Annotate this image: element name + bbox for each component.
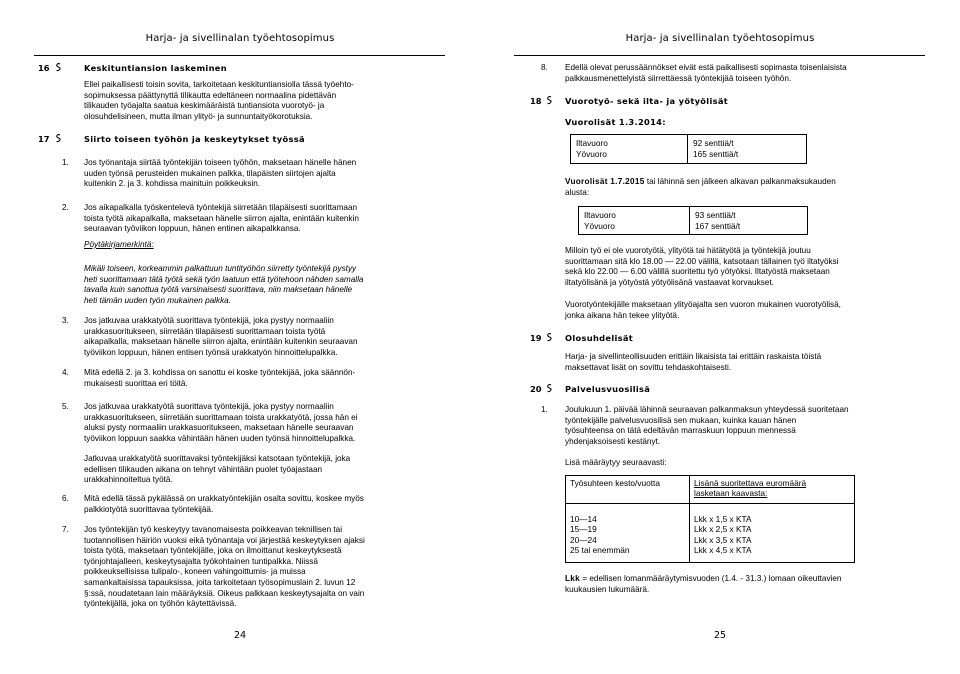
text-line: urakkasuoritukseen, siirretään suorittamaan toista urakkatyötä, jossa hän ei: [84, 412, 358, 422]
table-header-cell: [690, 476, 855, 504]
item-5-text: [84, 402, 358, 444]
protocol-label: Pöytäkirjamerkintä:: [84, 240, 154, 249]
table-row: [566, 504, 855, 563]
section-sign-icon: [546, 333, 553, 342]
section-number: 16: [38, 63, 50, 73]
section-title: Olosuhdelisät: [565, 333, 634, 343]
section-sign-icon: [546, 96, 553, 105]
page-header: Harja- ja sivellinalan työehtosopimus: [145, 33, 335, 44]
text-line: tuotannollisen häiriön vuoksi eikä työnantaja voi järjestää keskeytyksen ajaksi: [84, 535, 365, 545]
text-line: palkkausmenettelyistä siirrettäessä työntekijää toiseen työhön.: [565, 73, 792, 83]
item-6-text: [84, 494, 364, 515]
text-line: kuukausien lukumäärä.: [565, 584, 650, 594]
text-line: urakkahinnoiteltua työtä.: [84, 475, 173, 485]
text-line: suorittamaan sitä klo 18.00 — 22.00 välillä, katsotaan tällainen työ iltatyöksi: [565, 256, 839, 266]
text-line: Mitä edellä tässä pykälässä on urakkatyöntekijän osalta sovittu, koskee myös: [84, 494, 364, 503]
text-line: Jos aikapalkalla työskentelevä työntekijä siirretään tilapäisesti suorittamaan: [84, 203, 358, 212]
text-line: heti tämän uuden työn mukainen palkka.: [84, 295, 232, 305]
text-line: mukaisesti suorittaa eri töitä.: [84, 378, 188, 388]
section-number: 18: [530, 96, 542, 106]
text-line: Mikäli toiseen, korkeammin palkattuun tuntityöhön siirretty työntekijä pystyy: [84, 264, 357, 273]
section-number: 19: [530, 333, 542, 343]
item-4-text: [84, 368, 355, 389]
text-line: toista työtä, maksetaan työntekijälle, joka on ilmoittanut keskeytyksestä: [84, 546, 342, 556]
lkk-definition: [565, 574, 841, 595]
shift-allowance-table-2015: [578, 206, 808, 235]
page-number: 24: [233, 630, 247, 641]
bold-span: Vuorolisät 1.7.2015: [565, 177, 645, 186]
header-rule: [514, 55, 925, 56]
header-text: Työsuhteen kesto/vuotta: [570, 478, 660, 488]
text-line: jonka aikana hän tekee ylityötä.: [565, 310, 680, 320]
text-line: työntekijällä, joka on työhön käytettävissä.: [84, 599, 237, 609]
section-sign-icon: [55, 134, 62, 143]
text-line: työsuhteensa on tätä edeltävän marraskuun loppuun mennessä: [565, 426, 796, 436]
formula-value: Lkk x 3,5 x KTA: [694, 534, 752, 545]
text-line: tavalla kuin sanottua työtä varsinaisesti suorittava, niin maksetaan hänelle: [84, 285, 353, 295]
table-cell: [566, 504, 690, 563]
text-line: alusta:: [565, 187, 590, 197]
table-header-cell: [566, 476, 690, 504]
text-line: työviikon loppuun, hänen entisen työnsä urakkatyön hinnoittelupalkka.: [84, 347, 338, 357]
table-cell: 92 senttiä/t: [693, 138, 734, 148]
item-number: 7.: [62, 525, 69, 534]
lisa-intro: Lisä määräytyy seuraavasti:: [565, 458, 667, 467]
item-5-text-b: [84, 454, 350, 486]
bold-span: Lkk: [565, 574, 581, 583]
text-line: Jos työntekijän työ keskeytyy tavanomaisesta poikkeavan teknillisen tai: [84, 525, 343, 534]
table-cell: 167 senttiä/t: [695, 221, 741, 231]
text-line: heti suorittamaan tätä työtä sekä työn laatuun että työtehoon nähden samalla: [84, 274, 364, 284]
shift-allowance-label: Vuorolisät 1.3.2014:: [565, 117, 666, 127]
text-line: §:ssä, noudatetaan lain määräyksiä. Oikeus palkkaan keskeytysajalta on vain: [84, 588, 365, 598]
item-number: 5.: [62, 402, 69, 411]
table-header-row: [566, 476, 855, 504]
header-text: lasketaan kaavasta:: [694, 488, 768, 499]
text-span: = edellisen lomanmääräytymisvuoden (1.4. - 31.3.) lomaan oikeuttavien: [580, 574, 842, 583]
table-cell: 93 senttiä/t: [695, 210, 736, 220]
text-line: Ellei paikallisesti toisin sovita, tarkoitetaan keskituntiansiolla tässä työehto-: [84, 80, 354, 89]
table-cell: [690, 504, 855, 563]
text-line: Joulukuun 1. päivää lähinnä seuraavan palkanmaksun yhteydessä suoritetaan: [565, 405, 849, 414]
text-line: samankaltaisissa tapauksissa, joita tarkoitetaan työsopimuslain 2. luvun 12: [84, 577, 356, 587]
text-line: [565, 177, 836, 188]
item-number: 4.: [62, 368, 69, 377]
section-sign-icon: [55, 63, 62, 72]
text-line: maksettavat lisät on sovittu tehdaskohtaisesti.: [565, 362, 732, 372]
formula-value: Lkk x 1,5 x KTA: [694, 514, 752, 524]
text-line: Jos jatkuvaa urakkatyötä suorittava työntekijä, joka pystyy normaaliin: [84, 402, 334, 411]
header-text: Lisänä suoritettava euromäärä: [694, 478, 807, 488]
section-number: 20: [530, 384, 542, 394]
table-cell: 165 senttiä/t: [693, 149, 739, 159]
section-title: Palvelusvuosilisä: [565, 384, 651, 394]
text-line: sopimuksessa päättynyttä tilikautta edeltäneen normaalina pidettävän: [84, 90, 337, 100]
header-rule: [34, 55, 445, 56]
text-line: työviikon loppuun saakka vähintään hänen uuden työnsä hinnoittelupalkka.: [84, 433, 356, 443]
text-line: Jos jatkuvaa urakkatyötä suorittava työntekijä, joka pystyy normaaliin: [84, 316, 334, 325]
table-divider: [687, 135, 688, 163]
text-line: työnjohtajalleen, keskeytysajalta työkohtainen tuntipalkka. Niissä: [84, 556, 318, 566]
section-number: 17: [38, 134, 50, 144]
text-line: toista työtä aikapalkalla, maksetaan hänelle siirron ajalta, enintään kuitenkin: [84, 213, 359, 223]
item-8-text: [565, 63, 847, 84]
text-line: urakkasuoritukseen, siirretään tilapäisesti suorittamaan toista työtä: [84, 326, 326, 336]
years-value: 10—14: [570, 514, 597, 524]
page-number: 25: [713, 630, 727, 641]
text-line: [565, 574, 841, 585]
section-16-text: [84, 80, 354, 122]
text-line: kuitenkin 2. ja 3. kohdissa mainituin poikkeuksin.: [84, 179, 261, 189]
right-page: [480, 0, 960, 674]
item-number: 1.: [541, 405, 548, 414]
protocol-note: [84, 264, 363, 306]
text-line: seuraavan työviikon loppuun, hänen entinen aikapalkkansa.: [84, 224, 301, 234]
text-span: tai lähinnä sen jälkeen alkavan palkanmaksukauden: [644, 177, 836, 186]
section-title: Vuorotyö- sekä ilta- ja yötyölisät: [565, 96, 728, 106]
table-cell: Yövuoro: [576, 149, 607, 159]
item-number: 1.: [62, 158, 69, 167]
years-value: 20—24: [570, 534, 597, 545]
text-line: tilikauden työajalta saatua keskimääräistä tuntiansiota vuorotyö- ja: [84, 101, 325, 111]
item-1-text: [84, 158, 356, 190]
text-line: olosuhdelisineen, mutta ilman ylityö- ja sunnuntaityökorotuksia.: [84, 111, 313, 121]
text-line: yhdenjaksoisesti kestänyt.: [565, 436, 661, 446]
text-line: edellisen tilikauden aikana on tehnyt vähintään puolet työajastaan: [84, 464, 323, 474]
page-header: Harja- ja sivellinalan työehtosopimus: [625, 33, 815, 44]
years-value: 15—19: [570, 524, 597, 535]
text-line: aluksi pysty normaaliin urakkasuoritukseen, maksetaan hänelle seuraavan: [84, 423, 354, 433]
table-cell: Iltavuoro: [584, 210, 616, 220]
item-3-text: [84, 316, 358, 358]
section-19-text: [565, 352, 821, 373]
text-line: Jos työnantaja siirtää työntekijän toiseen työhön, maksetaan hänelle hänen: [84, 158, 357, 167]
shift-allowance-table-2014: [570, 134, 807, 164]
section-sign-icon: [546, 384, 553, 393]
shift-allowance-label-2015: [565, 177, 836, 198]
text-line: Jatkuvaa urakkatyötä suorittavaksi työntekijäksi katsotaan työntekijä, joka: [84, 454, 351, 463]
item-2-text: [84, 203, 359, 235]
text-line: Vuorotyöntekijälle maksetaan ylityöajalta sen vuoron mukainen vuorotyölisä,: [565, 300, 841, 309]
item-7-text: [84, 525, 365, 610]
formula-value: Lkk x 2,5 x KTA: [694, 524, 752, 535]
section-title: Siirto toiseen työhön ja keskeytykset työssä: [84, 134, 305, 144]
seniority-bonus-table: [565, 475, 855, 563]
item-number: 6.: [62, 494, 69, 503]
years-value: 25 tai enemmän: [570, 545, 630, 556]
item-number: 3.: [62, 316, 69, 325]
item-number: 8.: [541, 63, 548, 72]
item-1-text: [565, 405, 849, 447]
text-line: palkkiotyötä suorittavaa työntekijää.: [84, 504, 214, 514]
text-line: Mitä edellä 2. ja 3. kohdissa on sanottu ei koske työntekijää, joka säännön-: [84, 368, 356, 377]
text-line: Harja- ja sivellinteollisuuden erittäin likaisista tai erittäin raskaista töistä: [565, 352, 822, 361]
text-line: työntekijälle palvelusvuosilisä sen mukaan, kuinka kauan hänen: [565, 415, 797, 425]
text-line: Edellä olevat perussäännökset eivät estä paikallisesti sopimasta toisenlaisista: [565, 63, 847, 72]
formula-value: Lkk x 4,5 x KTA: [694, 545, 752, 556]
text-line: poikkeuksellisissa tulipalo-, koneen vahingoittumis- ja muissa: [84, 567, 306, 577]
text-line: Milloin työ ei ole vuorotyötä, ylityötä tai hätätyötä ja työntekijä joutuu: [565, 246, 811, 255]
table-cell: Yövuoro: [584, 221, 615, 231]
evening-night-work-text: [565, 246, 839, 288]
section-title: Keskituntiansion laskeminen: [84, 63, 227, 73]
table-divider: [689, 207, 690, 234]
text-line: sekä klo 22.00 — 6.00 välillä suoritettu työ yötyöksi. Iltatyöstä maksetaan: [565, 267, 830, 277]
text-line: aikapalkalla, maksetaan hänelle siirron ajalta, enintään kuitenkin seuraavan: [84, 337, 358, 347]
table-cell: Iltavuoro: [576, 138, 608, 148]
text-line: uuden työnsä perusteiden mukainen palkka, tilapäisten siirtojen ajalta: [84, 168, 336, 178]
overtime-shift-text: [565, 300, 841, 321]
item-number: 2.: [62, 203, 69, 212]
text-line: iltatyölisänä ja yötyöstä yötyölisänä vastaavat korvaukset.: [565, 277, 774, 287]
